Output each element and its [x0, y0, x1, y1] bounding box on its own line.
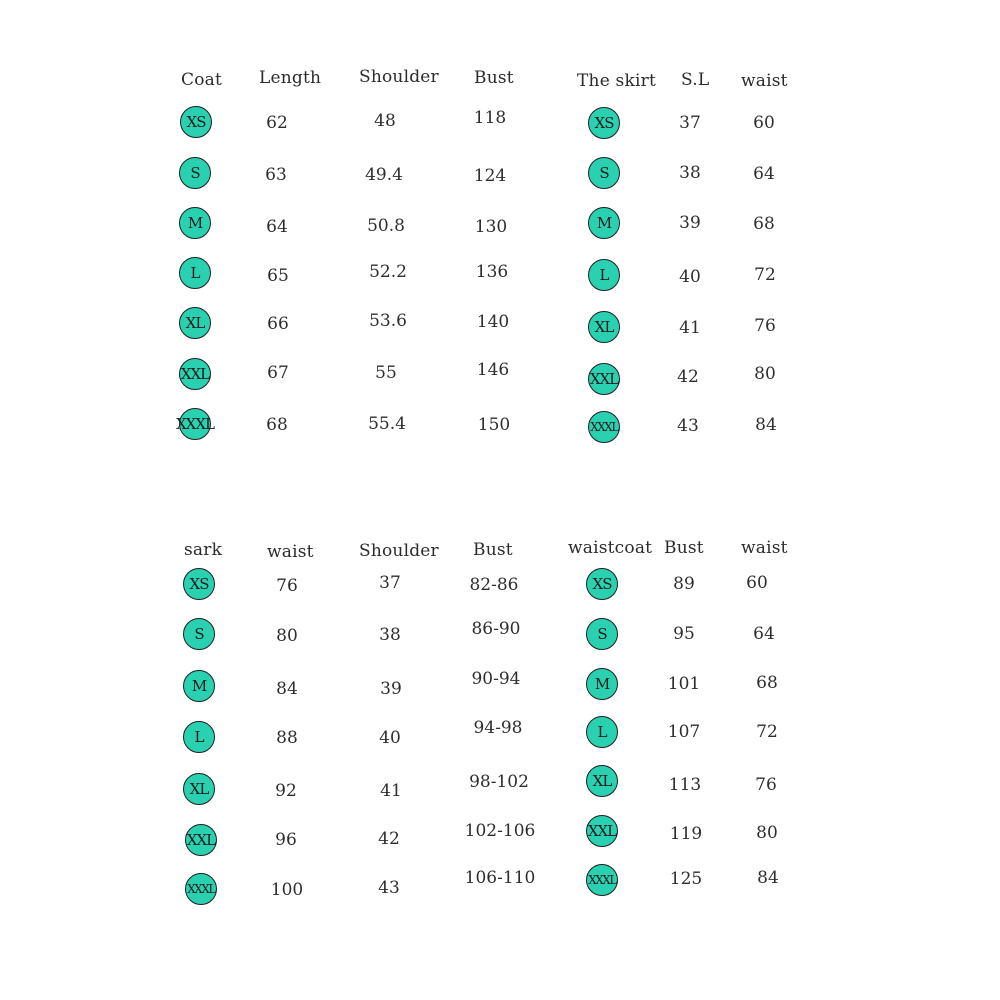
shoulder-value: 55 [375, 363, 397, 383]
waist-value: 84 [757, 868, 779, 888]
waist-value: 64 [753, 624, 775, 644]
waist-header: waist [741, 538, 788, 558]
waistcoat-header: waistcoat [568, 538, 653, 558]
bust-header: Bust [473, 540, 513, 560]
size-badge: XL [588, 311, 620, 343]
bust-value: 89 [673, 574, 695, 594]
shoulder-value: 40 [379, 728, 401, 748]
size-badge: M [179, 207, 211, 239]
shoulder-value: 49.4 [365, 165, 403, 185]
skirt-length-header: S.L [681, 70, 710, 90]
bust-value: 146 [476, 360, 510, 380]
bust-value: 98-102 [469, 772, 529, 792]
waist-value: 68 [756, 673, 778, 693]
bust-value: 119 [669, 824, 703, 844]
bust-value: 95 [673, 624, 695, 644]
size-badge: XS [183, 568, 215, 600]
size-badge: L [588, 259, 620, 291]
waist-value: 68 [753, 214, 775, 234]
bust-value: 101 [667, 674, 701, 694]
skirt-length-value: 38 [679, 163, 701, 183]
waist-value: 76 [755, 775, 777, 795]
waist-value: 60 [746, 573, 768, 593]
waist-value: 84 [755, 415, 777, 435]
bust-value: 86-90 [471, 619, 521, 639]
waist-value: 96 [275, 830, 297, 850]
shoulder-value: 53.6 [369, 311, 407, 331]
shoulder-value: 55.4 [368, 414, 406, 434]
waist-value: 80 [754, 364, 776, 384]
size-badge: L [586, 716, 618, 748]
skirt-length-value: 43 [677, 416, 699, 436]
shoulder-value: 43 [378, 878, 400, 898]
waist-header: waist [267, 542, 314, 562]
shoulder-header: Shoulder [359, 541, 439, 561]
size-badge: L [183, 721, 215, 753]
skirt-length-value: 37 [679, 113, 701, 133]
waist-value: 76 [754, 316, 776, 336]
skirt-length-value: 41 [679, 318, 701, 338]
shoulder-value: 38 [379, 625, 401, 645]
size-badge: S [183, 618, 215, 650]
shoulder-value: 39 [380, 679, 402, 699]
size-badge: XL [183, 773, 215, 805]
bust-value: 94-98 [473, 718, 523, 738]
shoulder-value: 37 [379, 573, 401, 593]
size-badge: XL [586, 765, 618, 797]
length-value: 65 [267, 266, 289, 286]
waist-value: 84 [276, 679, 298, 699]
skirt-length-value: 42 [677, 367, 699, 387]
length-value: 66 [267, 314, 289, 334]
bust-value: 90-94 [471, 669, 521, 689]
size-badge: M [183, 670, 215, 702]
shoulder-value: 41 [380, 781, 402, 801]
bust-value: 140 [476, 312, 510, 332]
length-header: Length [259, 68, 322, 88]
bust-header: Bust [474, 68, 514, 88]
skirt-length-value: 39 [679, 213, 701, 233]
bust-value: 102-106 [464, 821, 536, 841]
shoulder-value: 48 [374, 111, 396, 131]
size-badge: XL [179, 307, 211, 339]
size-badge: XXXL [586, 864, 618, 896]
skirt-length-value: 40 [679, 267, 701, 287]
size-badge: S [179, 157, 211, 189]
size-badge: XXL [586, 815, 618, 847]
waist-value: 88 [276, 728, 298, 748]
bust-value: 113 [668, 775, 702, 795]
waist-value: 76 [276, 576, 298, 596]
bust-value: 136 [475, 262, 509, 282]
sark-header: sark [184, 540, 223, 560]
shoulder-value: 50.8 [367, 216, 405, 236]
bust-value: 130 [474, 217, 508, 237]
size-badge: M [588, 207, 620, 239]
bust-value: 125 [669, 869, 703, 889]
bust-value: 107 [667, 722, 701, 742]
size-badge: XXXL [588, 411, 620, 443]
bust-value: 106-110 [464, 868, 536, 888]
waist-value: 92 [275, 781, 297, 801]
skirt-header: The skirt [577, 71, 656, 91]
waist-value: 100 [270, 880, 304, 900]
size-badge: XXL [185, 824, 217, 856]
size-badge: M [586, 668, 618, 700]
shoulder-header: Shoulder [359, 67, 439, 87]
size-badge: XXL [588, 363, 620, 395]
size-badge: S [586, 618, 618, 650]
length-value: 62 [266, 113, 288, 133]
size-badge: S [588, 157, 620, 189]
bust-value: 118 [473, 108, 507, 128]
size-badge: L [179, 257, 211, 289]
size-badge: XXXL [179, 408, 211, 440]
waist-value: 80 [276, 626, 298, 646]
waist-value: 64 [753, 164, 775, 184]
bust-value: 82-86 [469, 575, 519, 595]
coat-header: Coat [181, 70, 223, 90]
length-value: 64 [266, 217, 288, 237]
length-value: 67 [267, 363, 289, 383]
shoulder-value: 42 [378, 829, 400, 849]
waist-value: 60 [753, 113, 775, 133]
size-badge: XXXL [185, 873, 217, 905]
bust-value: 150 [477, 415, 511, 435]
waist-value: 72 [754, 265, 776, 285]
waist-value: 72 [756, 722, 778, 742]
shoulder-value: 52.2 [369, 262, 407, 282]
size-badge: XS [180, 106, 212, 138]
size-badge: XS [586, 568, 618, 600]
waist-header: waist [741, 71, 788, 91]
length-value: 63 [265, 165, 287, 185]
size-badge: XS [588, 107, 620, 139]
bust-value: 124 [473, 166, 507, 186]
size-badge: XXL [179, 358, 211, 390]
waist-value: 80 [756, 823, 778, 843]
length-value: 68 [266, 415, 288, 435]
bust-header: Bust [664, 538, 704, 558]
